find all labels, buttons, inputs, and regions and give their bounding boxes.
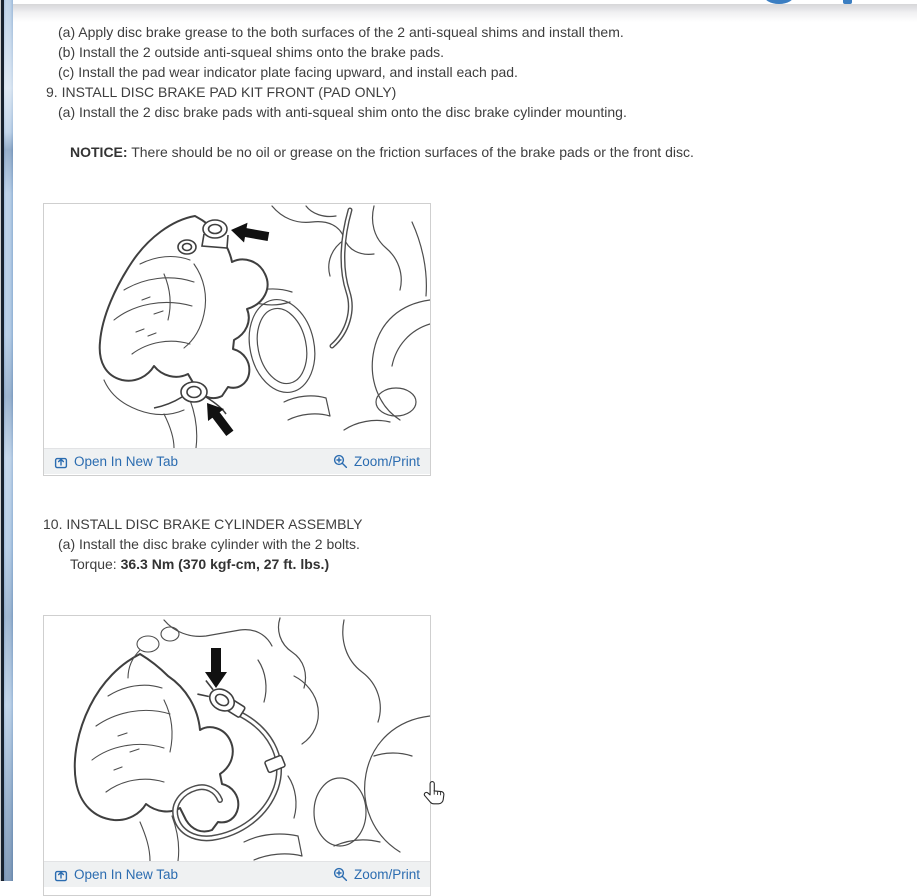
open-in-new-tab-link[interactable]	[54, 454, 178, 469]
step-10-substep-text: (a) Install the disc brake cylinder with the 2 bolts.	[58, 536, 360, 552]
zoom-print-link[interactable]	[333, 867, 420, 882]
caliper-illustration	[44, 204, 430, 448]
open-in-new-tab-icon	[54, 455, 68, 469]
open-in-new-tab-label: Open In New Tab	[74, 867, 179, 882]
zoom-plus-icon	[333, 454, 348, 469]
figure-brake-cylinder	[43, 615, 431, 896]
open-in-new-tab-link[interactable]	[54, 867, 178, 882]
torque-value: 36.3 Nm (370 kgf-cm, 27 ft. lbs.)	[120, 556, 330, 572]
step-9-title: 9. INSTALL DISC BRAKE PAD KIT FRONT (PAD ONLY)	[46, 84, 397, 100]
notice-label: NOTICE:	[70, 144, 128, 160]
zoom-plus-icon	[333, 867, 348, 882]
toolbar-shadow-fade	[8, 12, 917, 22]
zoom-print-label: Zoom/Print	[353, 867, 420, 882]
zoom-print-link[interactable]	[333, 454, 420, 469]
open-in-new-tab-label: Open In New Tab	[74, 454, 179, 469]
figure-brake-caliper	[43, 203, 431, 476]
notice-text: There should be no oil or grease on the friction surfaces of the brake pads or the front disc.	[127, 144, 694, 160]
torque-label: Torque:	[70, 556, 121, 572]
open-in-new-tab-icon	[54, 868, 68, 882]
figure-toolbar	[44, 861, 430, 887]
figure-toolbar	[44, 448, 430, 474]
window-edge-strip	[0, 0, 13, 881]
substep-a-text: (a) Apply disc brake grease to the both surfaces of the 2 anti-squeal shims and install them.	[58, 24, 624, 40]
cylinder-illustration	[44, 616, 430, 861]
toolbar-bottom-shadow	[8, 4, 917, 12]
union-bolt-arrow	[205, 648, 227, 688]
substep-b-text: (b) Install the 2 outside anti-squeal shims onto the brake pads.	[58, 44, 444, 60]
zoom-print-label: Zoom/Print	[353, 454, 420, 469]
figure-brake-caliper-image	[44, 204, 430, 448]
figure-brake-cylinder-image	[44, 616, 430, 861]
hand-pointer-cursor	[423, 779, 447, 814]
step-10-title: 10. INSTALL DISC BRAKE CYLINDER ASSEMBLY	[43, 516, 363, 532]
torque-line	[70, 556, 329, 572]
substep-c-text: (c) Install the pad wear indicator plate facing upward, and install each pad.	[58, 64, 518, 80]
step-9-substep-text: (a) Install the 2 disc brake pads with anti-squeal shim onto the disc brake cylinder mounting.	[58, 104, 627, 120]
notice-line	[70, 144, 694, 160]
